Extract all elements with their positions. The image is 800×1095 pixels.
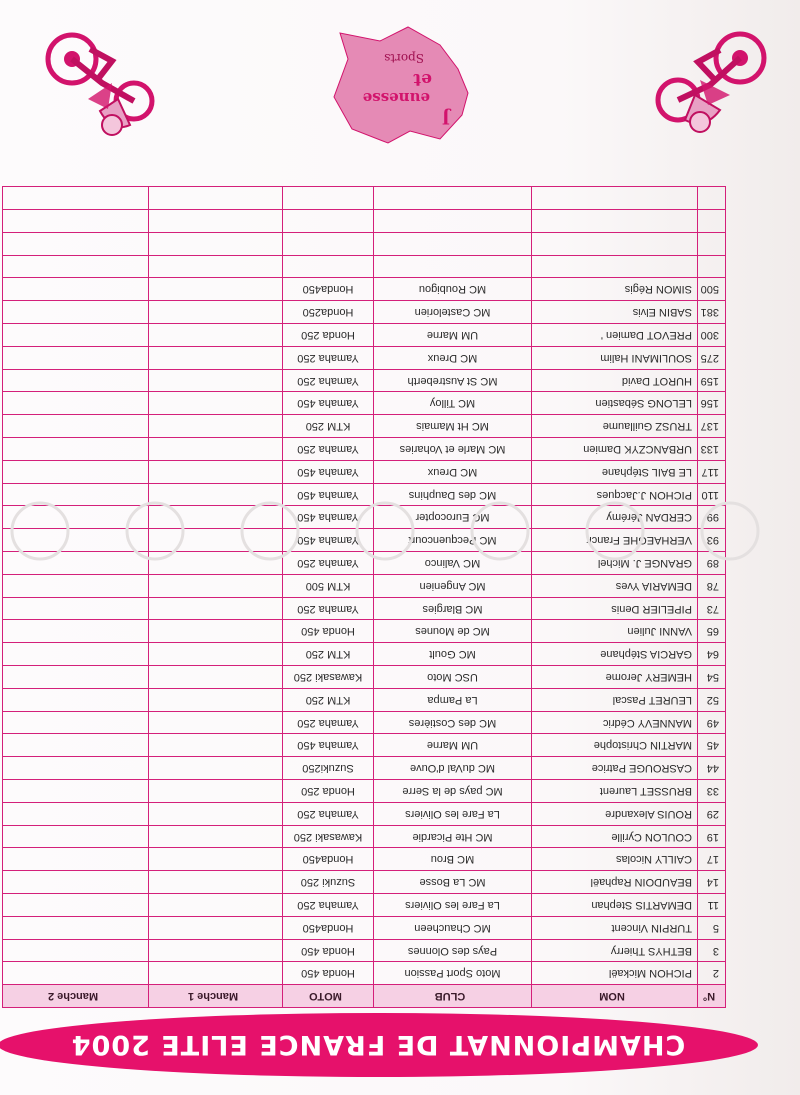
manche-2-result xyxy=(3,438,149,461)
rider-motorcycle: Honda 450 xyxy=(283,620,374,643)
rider-motorcycle: Honda250 xyxy=(283,301,374,324)
manche-1-result xyxy=(149,802,283,825)
logo-word-sports: Sports xyxy=(384,51,424,65)
rider-club: MC Eurocopter xyxy=(374,506,532,529)
rider-number: 2 xyxy=(698,962,726,985)
manche-1-result xyxy=(149,210,283,233)
rider-motorcycle: Honda 450 xyxy=(283,962,374,985)
manche-2-result xyxy=(3,187,149,210)
manche-2-result xyxy=(3,597,149,620)
rider-name: HUROT David xyxy=(532,369,698,392)
table-row xyxy=(3,460,726,483)
rider-number xyxy=(698,232,726,255)
manche-1-result xyxy=(149,255,283,278)
rider-name xyxy=(532,232,698,255)
rider-motorcycle: KTM 250 xyxy=(283,688,374,711)
manche-1-result xyxy=(149,871,283,894)
rider-name: VERHAEGHE Franck xyxy=(532,529,698,552)
manche-2-result xyxy=(3,734,149,757)
rider-number: 45 xyxy=(698,734,726,757)
manche-2-result xyxy=(3,506,149,529)
table-row xyxy=(3,529,726,552)
rider-name xyxy=(532,187,698,210)
rider-club xyxy=(374,187,532,210)
manche-1-result xyxy=(149,187,283,210)
rider-club: UM Marne xyxy=(374,734,532,757)
rider-name: CAILLY Nicolas xyxy=(532,848,698,871)
manche-1-result xyxy=(149,506,283,529)
rider-motorcycle: Yamaha 450 xyxy=(283,392,374,415)
rider-club: MC des Dauphins xyxy=(374,483,532,506)
rider-motorcycle: Yamaha 250 xyxy=(283,552,374,575)
table-row xyxy=(3,894,726,917)
table-row xyxy=(3,232,726,255)
rider-number: 65 xyxy=(698,620,726,643)
manche-2-result xyxy=(3,620,149,643)
rider-club: MC Tilloy xyxy=(374,392,532,415)
table-row xyxy=(3,643,726,666)
manche-2-result xyxy=(3,529,149,552)
table-body xyxy=(3,187,726,985)
rider-motorcycle: Yamaha 250 xyxy=(283,894,374,917)
manche-2-result xyxy=(3,346,149,369)
manche-1-result xyxy=(149,939,283,962)
manche-1-result xyxy=(149,597,283,620)
rider-club: MC pays de la Serre xyxy=(374,780,532,803)
manche-1-result xyxy=(149,916,283,939)
eure-map-shape xyxy=(330,25,470,145)
table-row xyxy=(3,757,726,780)
rider-motorcycle: Honda450 xyxy=(283,916,374,939)
table-row xyxy=(3,734,726,757)
rider-motorcycle: Honda 250 xyxy=(283,324,374,347)
banner-title: CHAMPIONNAT DE FRANCE ELITE 2004 xyxy=(70,1029,686,1061)
header-manche-2: Manche 2 xyxy=(3,985,149,1008)
manche-1-result xyxy=(149,483,283,506)
rider-club xyxy=(374,255,532,278)
manche-1-result xyxy=(149,666,283,689)
rider-name: VANNI Julien xyxy=(532,620,698,643)
logo-word-et: et xyxy=(413,69,432,89)
rider-motorcycle: KTM 500 xyxy=(283,574,374,597)
rider-club: MC Pecquencourt xyxy=(374,529,532,552)
rider-club: MC Dreux xyxy=(374,346,532,369)
rider-name: LEURET Pascal xyxy=(532,688,698,711)
rider-club: MC Blargies xyxy=(374,597,532,620)
rider-motorcycle: Yamaha 450 xyxy=(283,506,374,529)
rider-number: 500 xyxy=(698,278,726,301)
manche-2-result xyxy=(3,552,149,575)
rider-number: 275 xyxy=(698,346,726,369)
manche-1-result xyxy=(149,757,283,780)
rider-number: 159 xyxy=(698,369,726,392)
manche-1-result xyxy=(149,620,283,643)
rider-name: BEAUDOIN Raphaël xyxy=(532,871,698,894)
rider-motorcycle: Yamaha 450 xyxy=(283,460,374,483)
rider-motorcycle: Honda 250 xyxy=(283,780,374,803)
rider-name: BETHYS Thierry xyxy=(532,939,698,962)
motocross-rider-icon xyxy=(40,20,160,145)
header-nom: NOM xyxy=(532,985,698,1008)
rider-name: PICHON J.Jacques xyxy=(532,483,698,506)
manche-1-result xyxy=(149,392,283,415)
table-row xyxy=(3,848,726,871)
rider-name: CERDAN Jérémy xyxy=(532,506,698,529)
rider-name: SABIN Elvis xyxy=(532,301,698,324)
manche-1-result xyxy=(149,848,283,871)
manche-2-result xyxy=(3,688,149,711)
rider-club: MC La Bosse xyxy=(374,871,532,894)
rider-number: 5 xyxy=(698,916,726,939)
rider-number: 78 xyxy=(698,574,726,597)
rider-motorcycle: KTM 250 xyxy=(283,415,374,438)
table-row xyxy=(3,780,726,803)
rider-name: URBANCZYK Damien xyxy=(532,438,698,461)
rider-number: 73 xyxy=(698,597,726,620)
manche-1-result xyxy=(149,780,283,803)
rider-motorcycle: Yamaha 250 xyxy=(283,711,374,734)
manche-2-result xyxy=(3,392,149,415)
rider-club: Pays des Olonnes xyxy=(374,939,532,962)
table-row xyxy=(3,666,726,689)
manche-1-result xyxy=(149,574,283,597)
jeunesse-sports-eure-logo xyxy=(330,25,470,145)
manche-1-result xyxy=(149,278,283,301)
manche-1-result xyxy=(149,301,283,324)
manche-1-result xyxy=(149,324,283,347)
rider-motorcycle: Honda450 xyxy=(283,848,374,871)
rider-name: HEMERY Jerome xyxy=(532,666,698,689)
header-moto: MOTO xyxy=(283,985,374,1008)
rider-number: 49 xyxy=(698,711,726,734)
manche-2-result xyxy=(3,916,149,939)
table-row xyxy=(3,688,726,711)
rider-name: MANNEVY Cédric xyxy=(532,711,698,734)
championship-banner xyxy=(0,1013,758,1077)
table-row xyxy=(3,392,726,415)
rider-name: PREVOT Damien ' xyxy=(532,324,698,347)
rider-motorcycle: Yamaha 250 xyxy=(283,597,374,620)
rider-motorcycle: Suzuki 250 xyxy=(283,871,374,894)
table-row xyxy=(3,802,726,825)
manche-1-result xyxy=(149,962,283,985)
rider-number: 381 xyxy=(698,301,726,324)
rider-number xyxy=(698,187,726,210)
rider-name: COULON Cyrille xyxy=(532,825,698,848)
rider-club: La Fare les Oliviers xyxy=(374,894,532,917)
rider-name: DEMARTIS Stephan xyxy=(532,894,698,917)
rider-club: UM Marne xyxy=(374,324,532,347)
table-row xyxy=(3,210,726,233)
motocross-rider-icon xyxy=(650,20,770,140)
rider-motorcycle xyxy=(283,232,374,255)
manche-2-result xyxy=(3,301,149,324)
manche-2-result xyxy=(3,643,149,666)
manche-1-result xyxy=(149,894,283,917)
table-row xyxy=(3,438,726,461)
rider-number: 117 xyxy=(698,460,726,483)
rider-motorcycle: Honda450 xyxy=(283,278,374,301)
manche-2-result xyxy=(3,415,149,438)
manche-1-result xyxy=(149,460,283,483)
rider-number: 54 xyxy=(698,666,726,689)
rider-name: GARCIA Stéphane xyxy=(532,643,698,666)
rider-motorcycle: Yamaha 250 xyxy=(283,438,374,461)
manche-2-result xyxy=(3,666,149,689)
rider-number: 52 xyxy=(698,688,726,711)
table-row xyxy=(3,369,726,392)
rider-club: MC Hte Picardie xyxy=(374,825,532,848)
rider-motorcycle: Yamaha 450 xyxy=(283,734,374,757)
rider-motorcycle: Yamaha 450 xyxy=(283,483,374,506)
table-row xyxy=(3,574,726,597)
table-row xyxy=(3,415,726,438)
rider-number: 44 xyxy=(698,757,726,780)
table-row xyxy=(3,871,726,894)
rider-number: 300 xyxy=(698,324,726,347)
rider-name: LE BAIL Stéphane xyxy=(532,460,698,483)
results-table xyxy=(2,186,726,1008)
rider-club: MC Chaucheen xyxy=(374,916,532,939)
rider-number: 14 xyxy=(698,871,726,894)
manche-2-result xyxy=(3,848,149,871)
rider-club: La Pampa xyxy=(374,688,532,711)
rider-number: 89 xyxy=(698,552,726,575)
rider-name: LELONG Sébastien xyxy=(532,392,698,415)
manche-1-result xyxy=(149,734,283,757)
header-club: CLUB xyxy=(374,985,532,1008)
manche-2-result xyxy=(3,210,149,233)
table-row xyxy=(3,916,726,939)
rider-name: SIMON Régis xyxy=(532,278,698,301)
rider-name: BRUSSET Laurent xyxy=(532,780,698,803)
rider-name: TURPIN Vincent xyxy=(532,916,698,939)
header-num: N° xyxy=(698,985,726,1008)
rider-motorcycle: Kawasaki 250 xyxy=(283,666,374,689)
rider-motorcycle xyxy=(283,255,374,278)
manche-2-result xyxy=(3,871,149,894)
rider-name: TRUSZ Guillaume xyxy=(532,415,698,438)
rider-number: 19 xyxy=(698,825,726,848)
table-row xyxy=(3,301,726,324)
rider-club: Moto Sport Passion xyxy=(374,962,532,985)
rider-name: CASROUGE Patrice xyxy=(532,757,698,780)
rider-number: 99 xyxy=(698,506,726,529)
table-row xyxy=(3,962,726,985)
manche-2-result xyxy=(3,324,149,347)
rider-club: MC de Mounes xyxy=(374,620,532,643)
logo-word-eunesse: eunesse xyxy=(362,89,430,107)
rider-name: SOULIMANI Halim xyxy=(532,346,698,369)
rider-club: MC Castelorien xyxy=(374,301,532,324)
table-row xyxy=(3,552,726,575)
rider-motorcycle xyxy=(283,210,374,233)
manche-2-result xyxy=(3,255,149,278)
rider-number: 11 xyxy=(698,894,726,917)
rider-club: MC des Costières xyxy=(374,711,532,734)
table-row xyxy=(3,324,726,347)
manche-1-result xyxy=(149,688,283,711)
rider-number: 133 xyxy=(698,438,726,461)
rider-number xyxy=(698,255,726,278)
table-row xyxy=(3,187,726,210)
rider-club: MC Angenien xyxy=(374,574,532,597)
manche-1-result xyxy=(149,529,283,552)
rider-club xyxy=(374,210,532,233)
rider-name: GRANGE J. Michel xyxy=(532,552,698,575)
rider-club: USC Moto xyxy=(374,666,532,689)
table-row xyxy=(3,620,726,643)
rider-motorcycle: Yamaha 250 xyxy=(283,802,374,825)
manche-1-result xyxy=(149,643,283,666)
table-row xyxy=(3,255,726,278)
manche-2-result xyxy=(3,483,149,506)
rider-name: MARTIN Christophe xyxy=(532,734,698,757)
rider-number xyxy=(698,210,726,233)
table-header-row xyxy=(3,985,726,1008)
manche-1-result xyxy=(149,825,283,848)
manche-1-result xyxy=(149,711,283,734)
rider-name: DEMARIA Yves xyxy=(532,574,698,597)
rider-number: 33 xyxy=(698,780,726,803)
rider-club: La Fare les Oliviers xyxy=(374,802,532,825)
manche-1-result xyxy=(149,369,283,392)
rider-number: 110 xyxy=(698,483,726,506)
rider-club: MC duVal d'Ouve xyxy=(374,757,532,780)
manche-2-result xyxy=(3,278,149,301)
logo-letter-j: J xyxy=(441,107,450,127)
table-row xyxy=(3,825,726,848)
manche-2-result xyxy=(3,825,149,848)
rider-motorcycle: KTM 250 xyxy=(283,643,374,666)
rider-name: PIPELIER Denis xyxy=(532,597,698,620)
rider-name xyxy=(532,255,698,278)
rider-club: MC Ht Mamais xyxy=(374,415,532,438)
manche-2-result xyxy=(3,939,149,962)
manche-2-result xyxy=(3,711,149,734)
manche-1-result xyxy=(149,415,283,438)
rider-motorcycle: Suzuki250 xyxy=(283,757,374,780)
rider-motorcycle: Honda 450 xyxy=(283,939,374,962)
manche-2-result xyxy=(3,802,149,825)
manche-2-result xyxy=(3,757,149,780)
rider-motorcycle: Kawasaki 250 xyxy=(283,825,374,848)
manche-2-result xyxy=(3,232,149,255)
rider-name: ROUIS Alexandre xyxy=(532,802,698,825)
rider-club: MC Marle et Voharies xyxy=(374,438,532,461)
table-row xyxy=(3,483,726,506)
rider-motorcycle: Yamaha 250 xyxy=(283,346,374,369)
rider-club: MC Roubigou xyxy=(374,278,532,301)
rider-club: MC Dreux xyxy=(374,460,532,483)
manche-1-result xyxy=(149,438,283,461)
rider-club xyxy=(374,232,532,255)
rider-motorcycle: Yamaha 450 xyxy=(283,529,374,552)
manche-2-result xyxy=(3,460,149,483)
manche-2-result xyxy=(3,780,149,803)
rider-name xyxy=(532,210,698,233)
manche-2-result xyxy=(3,962,149,985)
manche-1-result xyxy=(149,346,283,369)
table-row xyxy=(3,711,726,734)
rider-number: 93 xyxy=(698,529,726,552)
rider-number: 29 xyxy=(698,802,726,825)
table-row xyxy=(3,939,726,962)
rider-motorcycle: Yamaha 250 xyxy=(283,369,374,392)
manche-2-result xyxy=(3,369,149,392)
rider-number: 3 xyxy=(698,939,726,962)
rider-name: PICHON Mickaël xyxy=(532,962,698,985)
header-manche-1: Manche 1 xyxy=(149,985,283,1008)
table-row xyxy=(3,346,726,369)
rider-club: MC St Austreberth xyxy=(374,369,532,392)
rider-number: 17 xyxy=(698,848,726,871)
table-row xyxy=(3,506,726,529)
rider-motorcycle xyxy=(283,187,374,210)
table-row xyxy=(3,278,726,301)
manche-1-result xyxy=(149,232,283,255)
table-row xyxy=(3,597,726,620)
manche-1-result xyxy=(149,552,283,575)
manche-2-result xyxy=(3,894,149,917)
rider-number: 64 xyxy=(698,643,726,666)
rider-club: MC Brou xyxy=(374,848,532,871)
rider-club: MC Valinco xyxy=(374,552,532,575)
rider-number: 156 xyxy=(698,392,726,415)
rider-number: 137 xyxy=(698,415,726,438)
manche-2-result xyxy=(3,574,149,597)
rider-club: MC Goult xyxy=(374,643,532,666)
